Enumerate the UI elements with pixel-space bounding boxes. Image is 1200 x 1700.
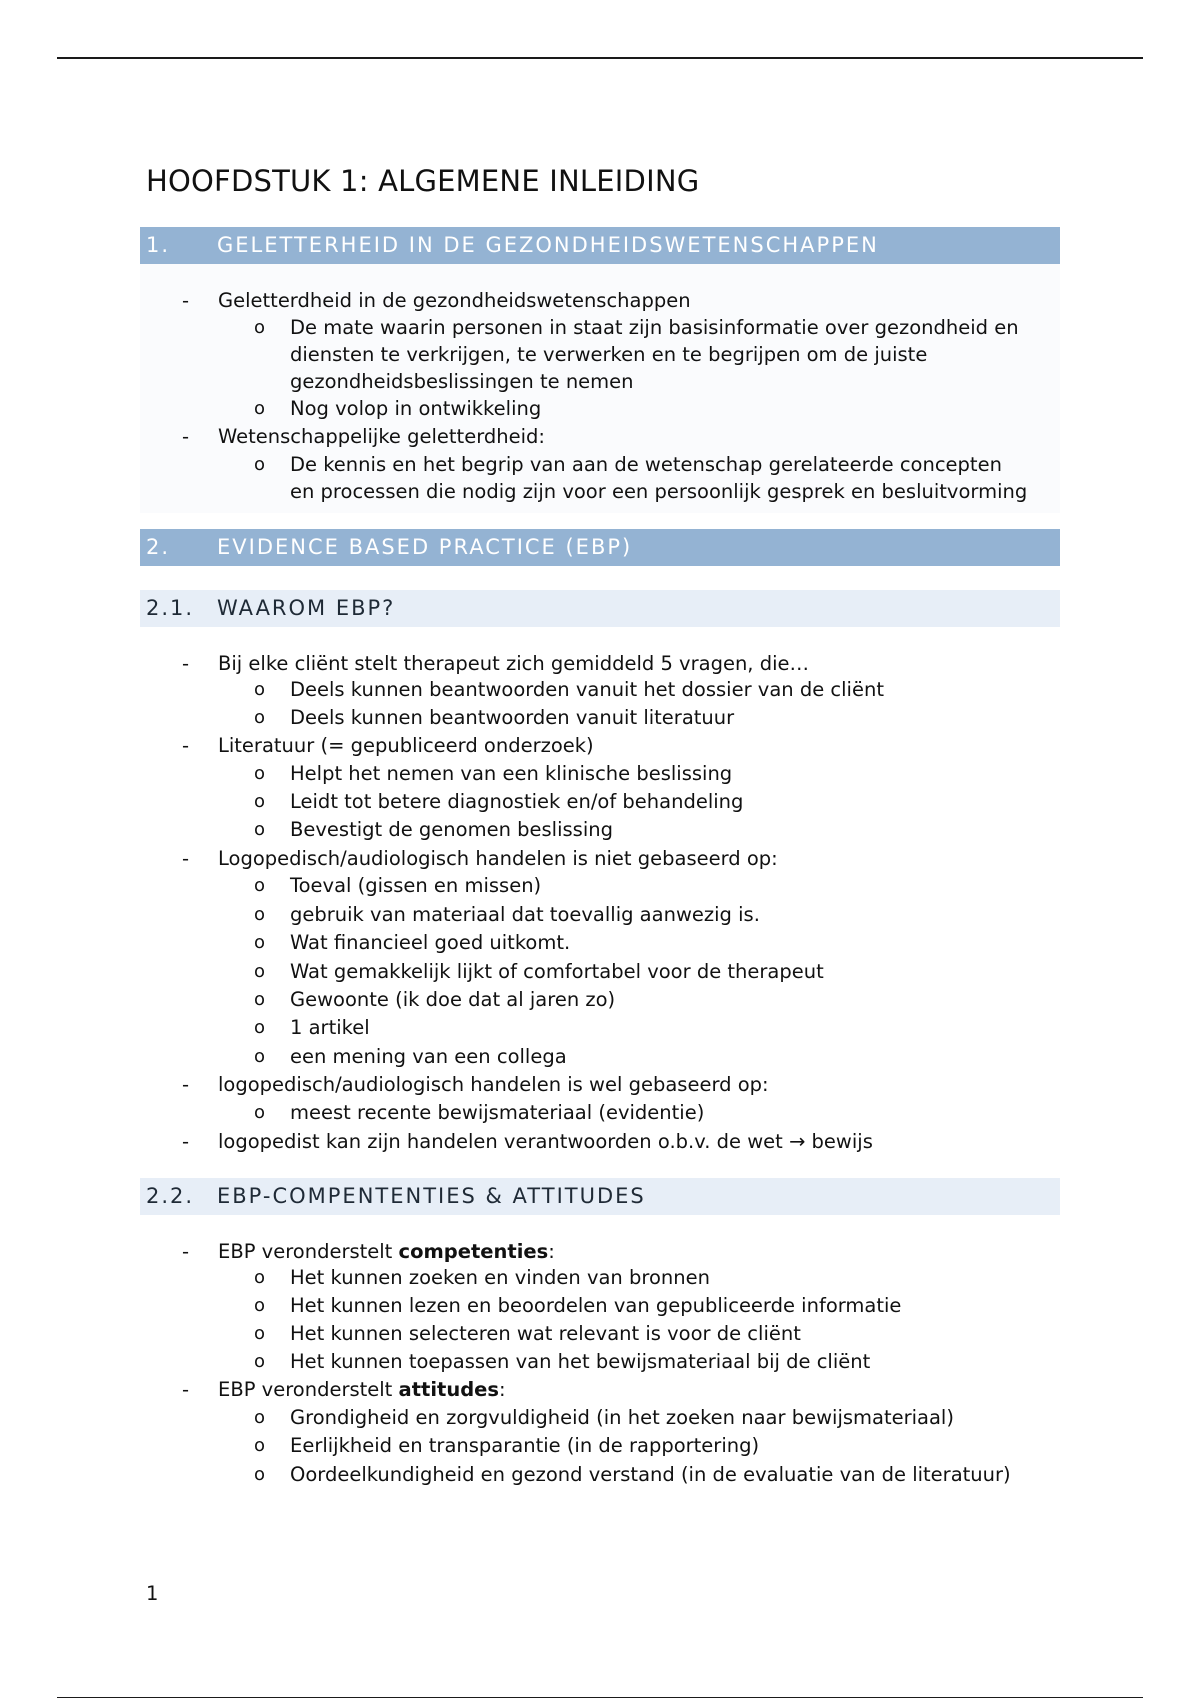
sub-list-item: Wat gemakkelijk lijkt of comfortabel voor de therapeut — [290, 960, 824, 983]
sub-list-item: De mate waarin personen in staat zijn basisinformatie over gezondheid en — [290, 316, 1019, 339]
list-bullet: o — [254, 819, 266, 840]
section-title: EVIDENCE BASED PRACTICE (EBP) — [217, 535, 633, 559]
list-bullet: o — [254, 932, 266, 953]
list-item — [218, 1376, 506, 1403]
list-bullet: o — [254, 875, 266, 896]
sub-list-item: gebruik van materiaal dat toevallig aanwezig is. — [290, 903, 760, 926]
section-number: 2. — [146, 535, 171, 559]
sub-list-item: Het kunnen toepassen van het bewijsmateriaal bij de cliënt — [290, 1350, 871, 1373]
list-bullet: o — [254, 1323, 266, 1344]
subsection-heading-2-2 — [140, 1178, 1060, 1215]
list-dash: - — [182, 1240, 190, 1263]
sub-list-item: Wat financieel goed uitkomt. — [290, 931, 571, 954]
subsection-heading-2-1 — [140, 590, 1060, 627]
list-bullet: o — [254, 679, 266, 700]
list-dash: - — [182, 1130, 190, 1153]
sub-list-item: een mening van een collega — [290, 1045, 567, 1068]
subsection-number: 2.1. — [146, 596, 195, 620]
list-item: Logopedisch/audiologisch handelen is niet gebaseerd op: — [218, 847, 778, 870]
list-bullet: o — [254, 763, 266, 784]
sub-list-item: Deels kunnen beantwoorden vanuit het dossier van de cliënt — [290, 678, 884, 701]
list-bullet: o — [254, 791, 266, 812]
list-bullet: o — [254, 1102, 266, 1123]
item-bold-term: competenties — [398, 1240, 549, 1263]
sub-list-item: 1 artikel — [290, 1016, 370, 1039]
list-bullet: o — [254, 398, 266, 419]
sub-list-item: Oordeelkundigheid en gezond verstand (in de evaluatie van de literatuur) — [290, 1463, 1011, 1486]
item-bold-term: attitudes — [398, 1378, 500, 1401]
section-heading-2 — [140, 529, 1060, 566]
subsection-title: WAAROM EBP? — [217, 596, 396, 620]
sub-list-item-cont: gezondheidsbeslissingen te nemen — [290, 370, 634, 393]
sub-list-item: Eerlijkheid en transparantie (in de rapportering) — [290, 1434, 760, 1457]
sub-list-item: Grondigheid en zorgvuldigheid (in het zoeken naar bewijsmateriaal) — [290, 1406, 954, 1429]
sub-list-item-cont: en processen die nodig zijn voor een persoonlijk gesprek en besluitvorming — [290, 480, 1028, 503]
list-bullet: o — [254, 1017, 266, 1038]
list-item: Geletterdheid in de gezondheidswetenschappen — [218, 289, 691, 312]
list-dash: - — [182, 425, 190, 448]
item-prefix: EBP veronderstelt — [218, 1378, 399, 1401]
subsection-number: 2.2. — [146, 1184, 195, 1208]
list-bullet: o — [254, 1435, 266, 1456]
item-suffix: : — [499, 1378, 506, 1401]
list-bullet: o — [254, 707, 266, 728]
bottom-rule — [57, 1697, 1143, 1698]
sub-list-item: Toeval (gissen en missen) — [290, 874, 542, 897]
sub-list-item: Het kunnen zoeken en vinden van bronnen — [290, 1266, 710, 1289]
list-dash: - — [182, 734, 190, 757]
list-dash: - — [182, 847, 190, 870]
item-prefix: EBP veronderstelt — [218, 1240, 399, 1263]
list-item: logopedisch/audiologisch handelen is wel gebaseerd op: — [218, 1073, 769, 1096]
list-dash: - — [182, 1073, 190, 1096]
list-bullet: o — [254, 454, 266, 475]
list-bullet: o — [254, 961, 266, 982]
list-item: logopedist kan zijn handelen verantwoorden o.b.v. de wet → bewijs — [218, 1130, 873, 1153]
top-rule — [57, 57, 1143, 59]
list-dash: - — [182, 1378, 190, 1401]
list-bullet: o — [254, 989, 266, 1010]
list-item: Literatuur (= gepubliceerd onderzoek) — [218, 734, 594, 757]
page-number: 1 — [146, 1582, 159, 1605]
sub-list-item: meest recente bewijsmateriaal (evidentie) — [290, 1101, 705, 1124]
list-bullet: o — [254, 1267, 266, 1288]
section-number: 1. — [146, 233, 171, 257]
list-bullet: o — [254, 1407, 266, 1428]
list-bullet: o — [254, 1464, 266, 1485]
subsection-title: EBP-COMPENTENTIES & ATTITUDES — [217, 1184, 646, 1208]
list-bullet: o — [254, 1295, 266, 1316]
chapter-title: HOOFDSTUK 1: ALGEMENE INLEIDING — [146, 164, 700, 198]
section-heading-1 — [140, 227, 1060, 264]
list-dash: - — [182, 652, 190, 675]
item-suffix: : — [548, 1240, 555, 1263]
list-dash: - — [182, 289, 190, 312]
sub-list-item-cont: diensten te verkrijgen, te verwerken en te begrijpen om de juiste — [290, 343, 928, 366]
sub-list-item: Nog volop in ontwikkeling — [290, 397, 542, 420]
list-bullet: o — [254, 317, 266, 338]
sub-list-item: Leidt tot betere diagnostiek en/of behandeling — [290, 790, 744, 813]
list-item — [218, 1238, 555, 1265]
list-bullet: o — [254, 1351, 266, 1372]
sub-list-item: Helpt het nemen van een klinische beslissing — [290, 762, 733, 785]
sub-list-item: De kennis en het begrip van aan de wetenschap gerelateerde concepten — [290, 453, 1002, 476]
sub-list-item: Bevestigt de genomen beslissing — [290, 818, 613, 841]
sub-list-item: Het kunnen selecteren wat relevant is voor de cliënt — [290, 1322, 801, 1345]
sub-list-item: Deels kunnen beantwoorden vanuit literatuur — [290, 706, 735, 729]
list-item: Bij elke cliënt stelt therapeut zich gemiddeld 5 vragen, die… — [218, 652, 809, 675]
list-bullet: o — [254, 1046, 266, 1067]
sub-list-item: Gewoonte (ik doe dat al jaren zo) — [290, 988, 616, 1011]
list-bullet: o — [254, 904, 266, 925]
section-title: GELETTERHEID IN DE GEZONDHEIDSWETENSCHAPPEN — [217, 233, 879, 257]
list-item: Wetenschappelijke geletterdheid: — [218, 425, 545, 448]
sub-list-item: Het kunnen lezen en beoordelen van gepubliceerde informatie — [290, 1294, 902, 1317]
